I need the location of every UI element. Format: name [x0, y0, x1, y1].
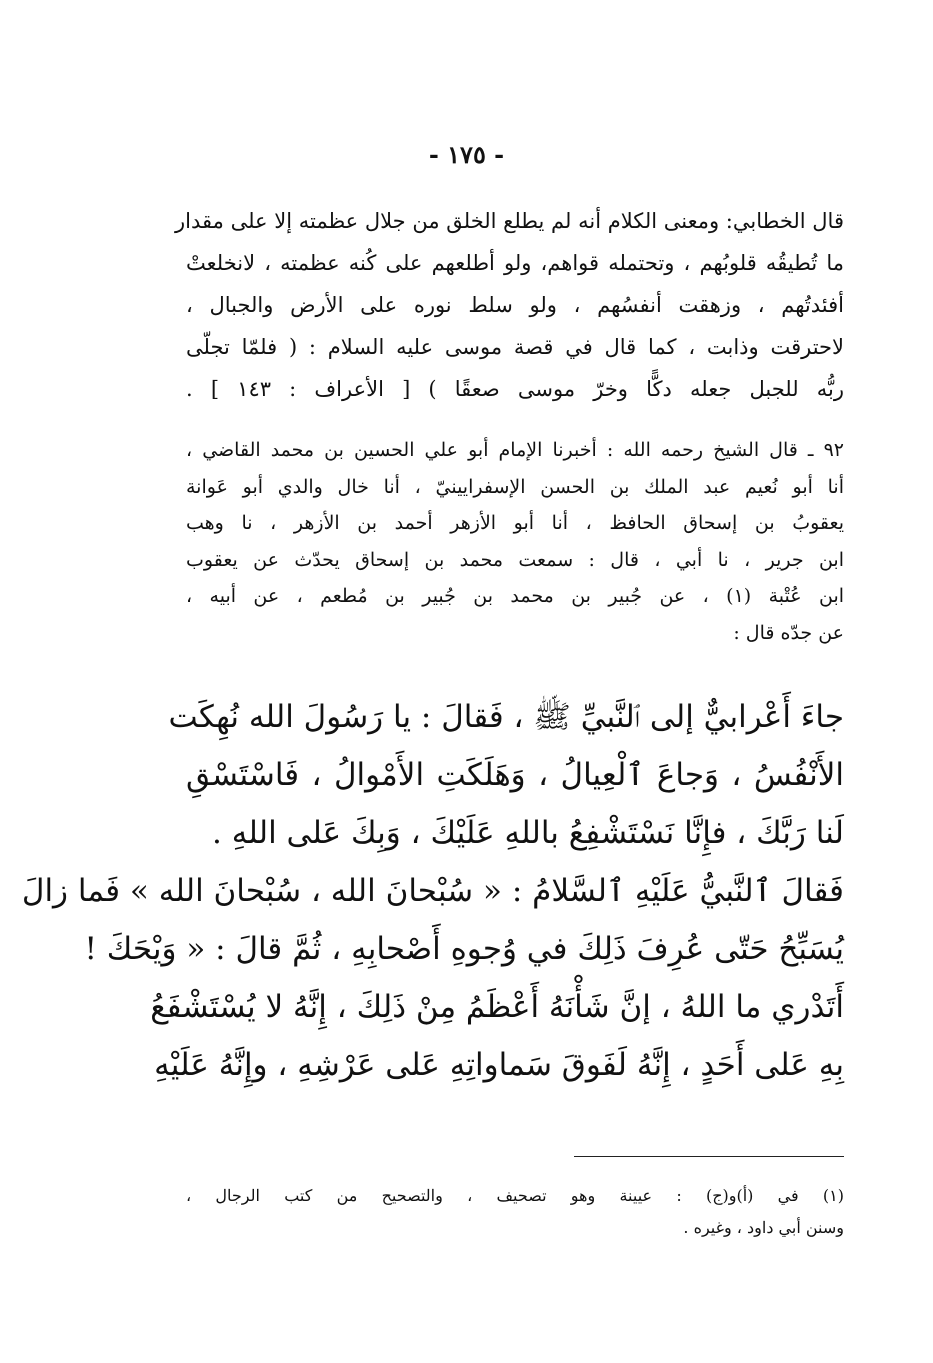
page-number: - ١٧٥ - [428, 140, 505, 169]
text-line: ٩٢ ـ قال الشيخ رحمه الله : أخبرنا الإمام أبو علي الحسين بن محمد القاضي ، [186, 439, 844, 461]
text-line: لاحترقت وذابت ، كما قال في قصة موسى عليه السلام : ( فلمّا تجلّى [186, 335, 844, 359]
footnote-line: وسنن أبي داود ، وغيره . [683, 1218, 844, 1237]
hadith-line: فَقالَ ٱلنَّبيُّ عَلَيْهِ ٱلسَّلامُ : « سُبْحانَ الله ، سُبْحانَ الله » فَما زالَ [21, 873, 844, 909]
text-line: ما تُطيقُه قلوبُهم ، وتحتمله قواهم، ولو أطلعهم على كُنه عظمته ، لانخلعتْ [186, 251, 844, 275]
text-line: يعقوبُ بن إسحاق الحافظ ، أنا أبو الأزهر أحمد بن الأزهر ، نا وهب [186, 512, 844, 534]
text-line: ابن عُتْبة (١) ، عن جُبير بن محمد بن جُبير بن مُطعم ، عن أبيه ، [186, 585, 845, 607]
hadith-line: يُسَبِّحُ حَتّى عُرِفَ ذَلِكَ في وُجوهِ أَصْحابِهِ ، ثُمَّ قالَ : « وَيْحَكَ ! [84, 931, 844, 967]
hadith-line: الأَنْفُسُ ، وَجاعَ ٱلْعِيالُ ، وَهَلَكَتِ الأَمْوالُ ، فَاسْتَسْقِ [186, 757, 844, 793]
footnote-divider [574, 1156, 844, 1157]
hadith-line: جاءَ أَعْرابيٌّ إلى ٱلنَّبيِّ ﷺ ، فَقالَ : يا رَسُولَ الله نُهِكَت [168, 699, 844, 735]
hadith-line: بِهِ عَلى أَحَدٍ ، إِنَّهُ لَفَوقَ سَماواتِهِ عَلى عَرْشِهِ ، وإِنَّهُ عَلَيْهِ [154, 1047, 844, 1083]
text-line: عن جدّه قال : [733, 621, 844, 644]
text-line: قال الخطابي: ومعنى الكلام أنه لم يطلع الخلق من جلال عظمته إلا على مقدار [175, 209, 844, 233]
hadith-text [21, 688, 844, 1094]
text-line: ابن جرير ، نا أبي ، قال : سمعت محمد بن إسحاق يحدّث عن يعقوب [186, 548, 844, 571]
text-line: أفئدتُهم ، وزهقت أنفسُهم ، ولو سلط نوره على الأرض والجبال ، [186, 293, 844, 317]
footnotes [186, 1180, 844, 1244]
text-line: أنا أبو نُعيم عبد الملك بن الحسن الإسفرايينيّ ، أنا خال والدي أبو عَوانة [186, 475, 844, 498]
isnad-paragraph [186, 432, 844, 651]
footnote-line: (١) في (أ)و(ج) : عيينة وهو تصحيف ، والتصحيح من كتب الرجال ، [186, 1186, 844, 1205]
hadith-line: أَتَدْري ما اللهُ ، إنَّ شَأْنَهُ أَعْظَمُ مِنْ ذَلِكَ ، إِنَّهُ لا يُسْتَشْفَعُ [150, 989, 844, 1025]
commentary-paragraph [175, 200, 844, 410]
hadith-line: لَنا رَبَّكَ ، فإِنَّا نَسْتَشْفِعُ باللهِ عَلَيْكَ ، وَبِكَ عَلى اللهِ . [212, 815, 844, 851]
text-line: ربُّه للجبل جعله دكًّا وخرّ موسى صعقًا ) [ الأعراف : ١٤٣ ] . [186, 377, 844, 401]
